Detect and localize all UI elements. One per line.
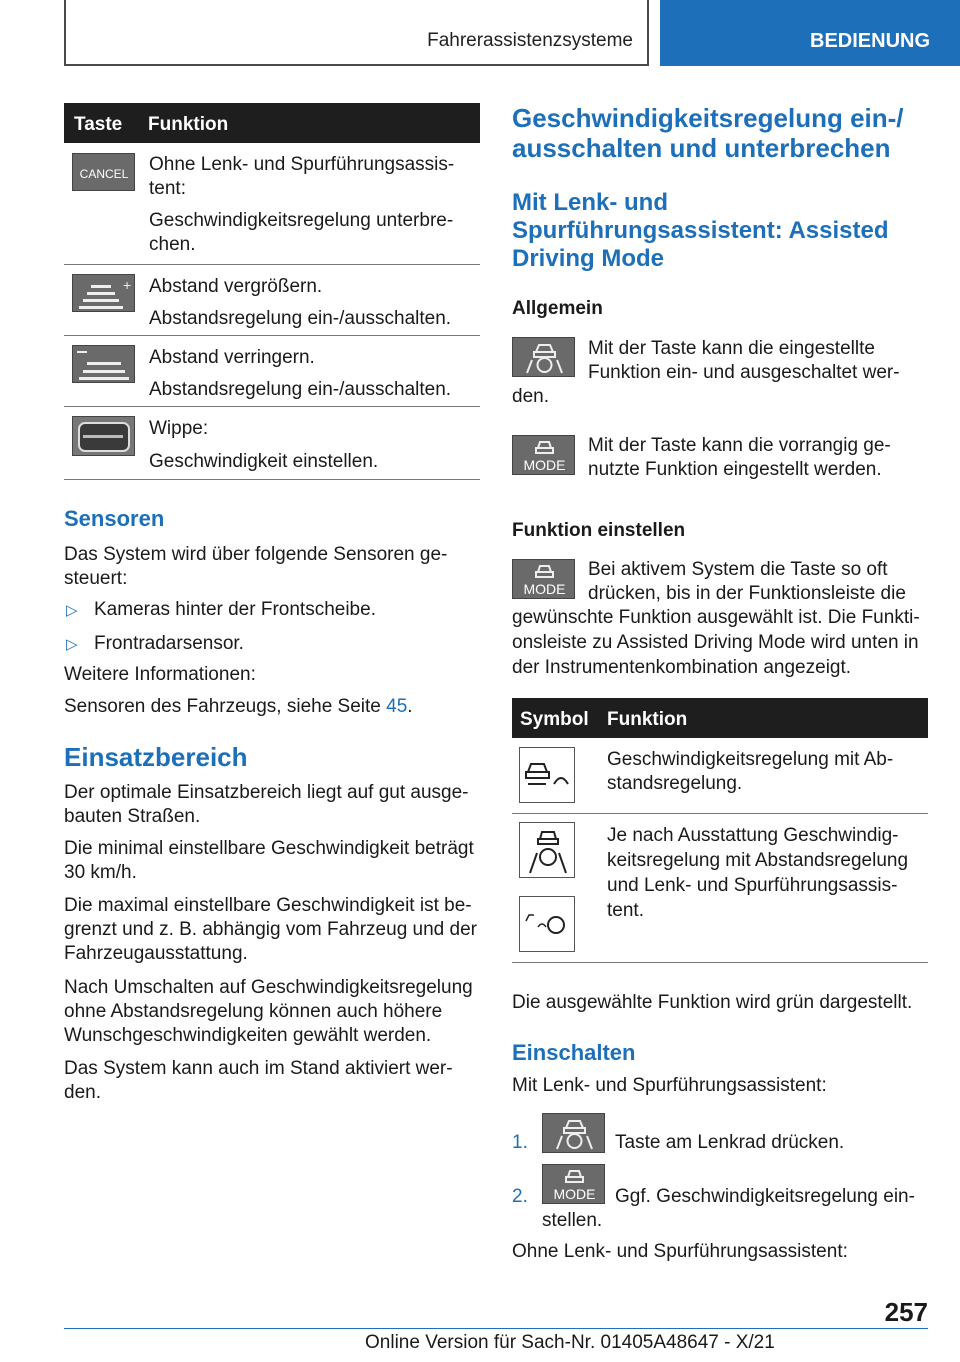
step-number: 1. — [512, 1132, 528, 1153]
sym-row2-l4: tent. — [607, 900, 644, 921]
row1-line2: tent: — [149, 178, 186, 199]
funktion-l5: der Instrumentenkombination angezeigt. — [512, 657, 852, 678]
sym-row2-l1: Je nach Ausstattung Geschwindig- — [607, 825, 899, 846]
section-title: Fahrerassistenzsysteme — [427, 30, 633, 51]
running-header-section — [64, 0, 649, 66]
sensor-ref-text: Sensoren des Fahrzeugs, siehe Seite — [64, 696, 381, 717]
steering-assist-symbol-icon — [519, 896, 575, 952]
distance-increase-icon — [72, 274, 135, 312]
sym-row2-l2: keitsregelung mit Abstandsregelung — [607, 850, 909, 871]
col-symbol: Symbol — [520, 709, 589, 730]
sensor-bullet-2: Frontradarsensor. — [94, 633, 244, 654]
allgemein-heading: Allgemein — [512, 298, 603, 319]
sym-row1-l1: Geschwindigkeitsregelung mit Ab- — [607, 749, 894, 770]
main-heading-line2: ausschalten und unterbrechen — [512, 133, 891, 163]
mode-icon-label: MODE — [553, 1186, 596, 1202]
table-divider — [512, 813, 928, 814]
table-divider — [64, 335, 480, 336]
einsatz-line: Das System kann auch im Stand aktiviert wer- — [64, 1058, 453, 1079]
acc-distance-symbol-icon — [519, 747, 575, 803]
svg-text:+: + — [123, 277, 132, 293]
allgemein-p2-l1: Mit der Taste kann die vorrangig ge- — [588, 435, 891, 456]
mode-button-icon — [512, 435, 575, 475]
weitere-info: Weitere Informationen: — [64, 664, 256, 685]
green-note: Die ausgewählte Funktion wird grün dargestellt. — [512, 992, 913, 1013]
running-header-chapter — [660, 0, 960, 66]
einschalten-outro: Ohne Lenk- und Spurführungsassistent: — [512, 1241, 848, 1262]
col-funktion: Funktion — [148, 114, 229, 135]
einsatz-line: grenzt und z. B. abhängig vom Fahrzeug und der — [64, 919, 477, 940]
allgemein-p1-l3: den. — [512, 386, 549, 407]
sensoren-intro-1: Das System wird über folgende Sensoren ge- — [64, 544, 448, 565]
einsatzbereich-heading: Einsatzbereich — [64, 742, 248, 772]
row1-line3: Geschwindigkeitsregelung unterbre- — [149, 210, 454, 231]
funktion-heading: Funktion einstellen — [512, 520, 686, 541]
einsatz-line: Der optimale Einsatzbereich liegt auf gut ausge- — [64, 782, 469, 803]
einsatz-line: 30 km/h. — [64, 862, 137, 883]
cancel-icon-label: CANCEL — [79, 167, 129, 181]
bullet-triangle-icon: ▷ — [66, 636, 78, 653]
col-taste: Taste — [74, 114, 123, 135]
page-link-45[interactable]: 45 — [386, 696, 408, 717]
table-divider — [64, 264, 480, 265]
assist-button-icon — [542, 1113, 605, 1153]
sym-row2-l3: und Lenk- und Spurführungsassis- — [607, 875, 898, 896]
page-number: 257 — [884, 1297, 928, 1327]
einsatz-line: Wunschgeschwindigkeiten gewählt werden. — [64, 1025, 432, 1046]
einschalten-intro: Mit Lenk- und Spurführungsassistent: — [512, 1075, 827, 1096]
table-divider — [512, 962, 928, 963]
einsatz-line: ohne Abstandsregelung können auch höhere — [64, 1001, 443, 1022]
row2-line1: Abstand vergrößern. — [149, 276, 323, 297]
funktion-l3: gewünschte Funktion ausgewählt ist. Die Funkti- — [512, 607, 920, 628]
mode-button-icon — [512, 559, 575, 599]
sensor-ref-end: . — [407, 696, 413, 717]
mode-icon-label: MODE — [523, 581, 566, 597]
table-divider — [64, 406, 480, 407]
symbol-table-header — [512, 698, 928, 738]
funktion-l1: Bei aktivem System die Taste so oft — [588, 559, 888, 580]
main-heading-line1: Geschwindigkeitsregelung ein-/ — [512, 103, 904, 133]
allgemein-p2-l2: nutzte Funktion eingestellt werden. — [588, 459, 882, 480]
sym-row1-l2: standsregelung. — [607, 773, 743, 794]
taste-table-header — [64, 103, 480, 143]
row1-line1: Ohne Lenk- und Spurführungsassis- — [149, 154, 455, 175]
mode-icon-label: MODE — [523, 457, 566, 473]
subheading-line1: Mit Lenk- und — [512, 189, 668, 216]
rocker-switch-icon — [72, 416, 135, 456]
subheading-line3: Driving Mode — [512, 245, 665, 272]
table-divider — [64, 479, 480, 480]
step-2-text-cont: stellen. — [542, 1210, 603, 1231]
funktion-l2: drücken, bis in der Funktionsleiste die — [588, 583, 906, 604]
footer-rule — [64, 1328, 928, 1329]
einschalten-heading: Einschalten — [512, 1040, 636, 1065]
header-rule — [64, 64, 649, 66]
sensor-bullet-1: Kameras hinter der Frontscheibe. — [94, 599, 376, 620]
step-number: 2. — [512, 1186, 528, 1207]
assist-button-icon — [512, 337, 575, 377]
einsatz-line: Nach Umschalten auf Geschwindigkeitsregelung — [64, 977, 473, 998]
sensor-ref — [64, 694, 413, 719]
einsatz-line: den. — [64, 1082, 101, 1103]
einsatz-line: Die maximal einstellbare Geschwindigkeit ist be- — [64, 895, 472, 916]
sensoren-intro-2: steuert: — [64, 568, 128, 589]
einsatz-line: Die minimal einstellbare Geschwindigkeit beträgt — [64, 838, 474, 859]
step-1-text: Taste am Lenkrad drücken. — [615, 1132, 845, 1153]
row1-line4: chen. — [149, 234, 196, 255]
sensoren-heading: Sensoren — [64, 506, 165, 531]
step-2-text: Ggf. Geschwindigkeitsregelung ein- — [615, 1186, 915, 1207]
allgemein-p1-l2: Funktion ein- und ausgeschaltet wer- — [588, 362, 900, 383]
footer-text: Online Version für Sach-Nr. 01405A48647 - X/21 — [365, 1332, 775, 1353]
col-funktion: Funktion — [607, 709, 688, 730]
bullet-triangle-icon: ▷ — [66, 602, 78, 619]
row2-line2: Abstandsregelung ein-/ausschalten. — [149, 308, 452, 329]
row3-line2: Abstandsregelung ein-/ausschalten. — [149, 379, 452, 400]
einsatz-line: Fahrzeugausstattung. — [64, 943, 248, 964]
einsatz-line: bauten Straßen. — [64, 806, 201, 827]
funktion-l4: onsleiste zu Assisted Driving Mode wird unten in — [512, 632, 919, 653]
row4-line2: Geschwindigkeit einstellen. — [149, 451, 379, 472]
assisted-driving-symbol-icon — [519, 822, 575, 878]
chapter-title: BEDIENUNG — [810, 30, 931, 52]
cancel-button-icon — [72, 153, 135, 191]
distance-decrease-icon — [72, 345, 135, 383]
mode-button-icon — [542, 1164, 605, 1204]
subheading-line2: Spurführungsassistent: Assisted — [512, 217, 889, 244]
allgemein-p1-l1: Mit der Taste kann die eingestellte — [588, 338, 875, 359]
row4-line1: Wippe: — [149, 418, 209, 439]
row3-line1: Abstand verringern. — [149, 347, 315, 368]
